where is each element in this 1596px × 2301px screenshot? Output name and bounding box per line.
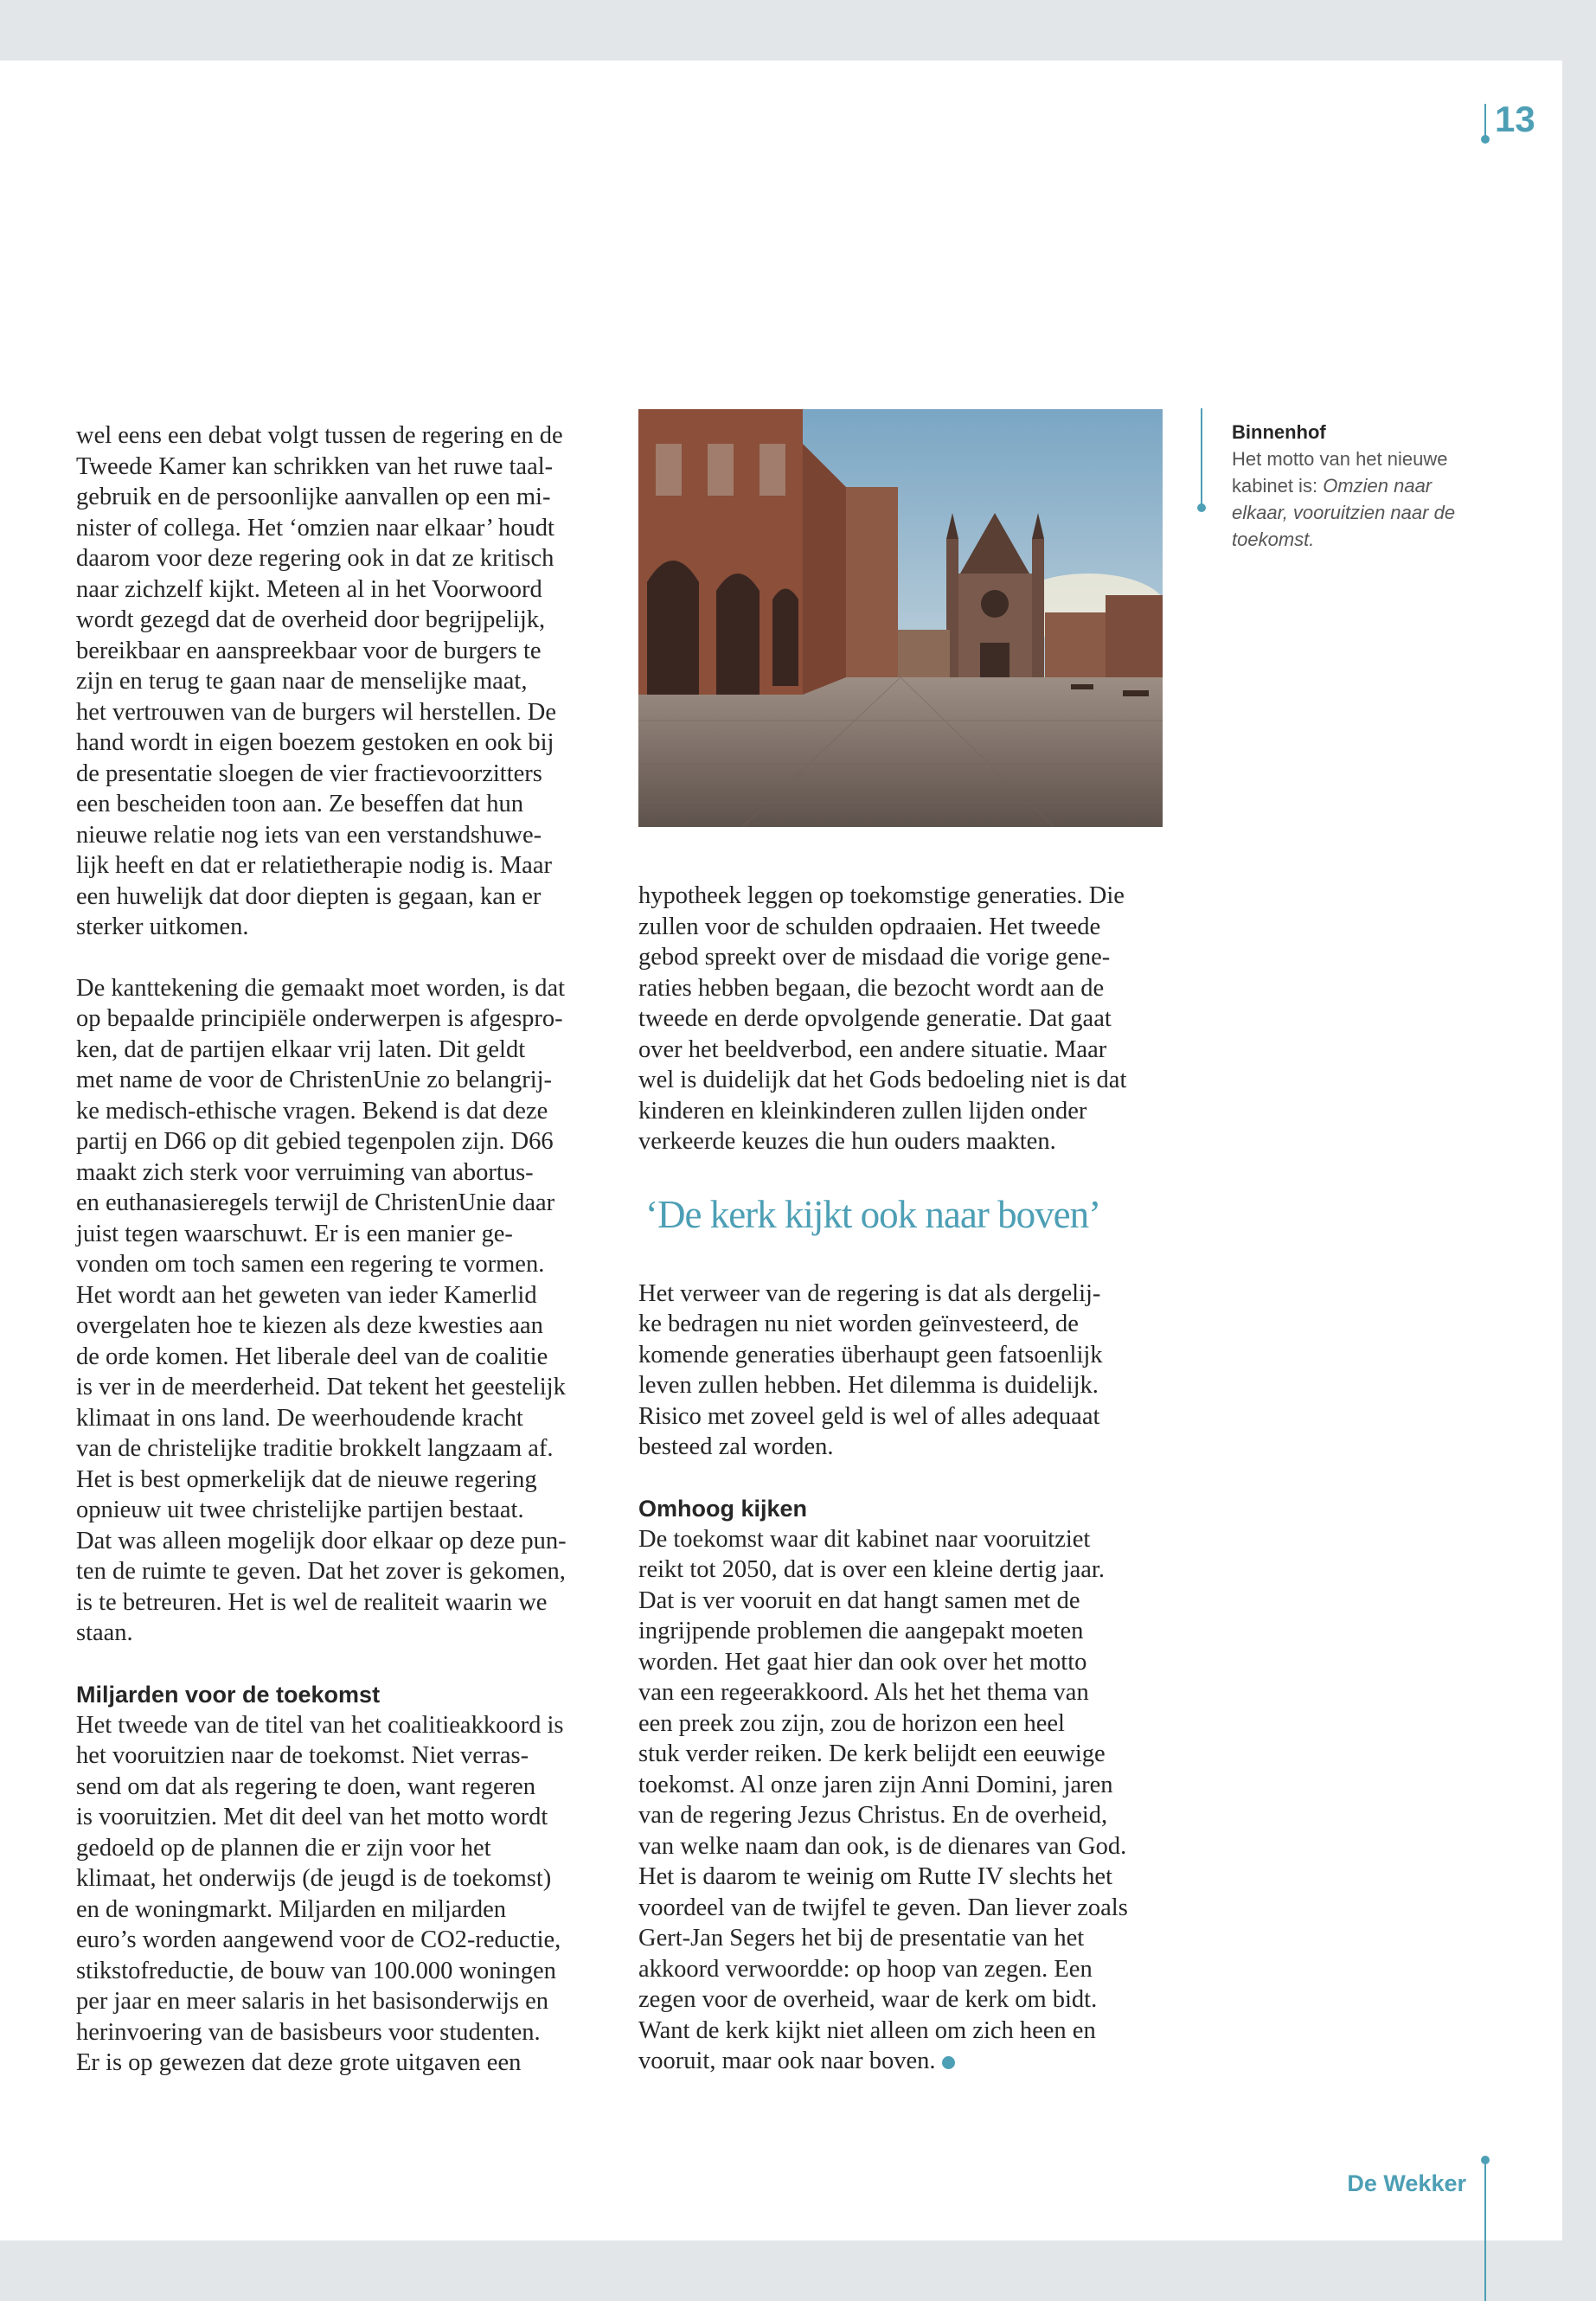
caption-rule [1201,408,1202,508]
caption-text [1232,445,1509,553]
paragraph: Het verweer van de regering is dat als dergelij- ke bedragen nu niet worden geïnvesteerd, de komende generaties überhaupt geen fatsoenlijk leven zullen hebben. Het dilemma is duidelijk. Risico met zoveel geld is wel of alles adequaat besteed zal worden. [638,1279,1103,1460]
binnenhof-photo [638,409,1163,827]
caption-title: Binnenhof [1232,421,1326,443]
paragraph: hypotheek leggen op toekomstige generaties. Die zullen voor de schulden opdraaien. Het tweede gebod spreekt over de misdaad die vorige gene- raties hebben begaan, die bezocht wordt aan de tweede en derde opvolgende generatie. Dat gaat over het beeldverbod, een andere situatie. Maar wel is duidelijk dat het Gods bedoeling niet is dat kinderen en kleinkinderen zullen lijden onder verkeerde keuzes die hun ouders maakten. [638,882,1127,1155]
caption-line: Het motto van het nieuwe [1232,448,1448,470]
section-heading: Miljarden voor de toekomst [76,1681,381,1708]
caption-line: elkaar, vooruitzien naar de [1232,502,1456,523]
paragraph: De toekomst waar dit kabinet naar vooruitziet reikt tot 2050, dat is over een kleine dertig jaar. Dat is ver vooruit en dat hangt samen met de ingrijpende problemen die aangepakt moeten worden. Het gaat hier dan ook over het motto van een regeerakkoord. Als het het thema van een preek zou zijn, zou de horizon een heel stuk verder reiken. De kerk belijdt een eeuwige toekomst. Al onze jaren zijn Anni Domini, jaren van de regering Jezus Christus. En de overheid, van welke naam dan ook, is de dienares van God. Het is daarom te weinig om Rutte IV slechts het voordeel van de twijfel te geven. Dan liever zoals Gert-Jan Segers het bij de presentatie van het akkoord verwoordde: op hoop van zegen. Een zegen voor de overheid, waar de kerk om bidt. Want de kerk kijkt niet alleen om zich heen en vooruit, maar ook naar boven. [638,1525,1128,2074]
photo-caption [1232,419,1509,553]
pull-quote: ‘De kerk kijkt ook naar boven’ [645,1192,1101,1236]
article-column-left [76,420,612,2079]
footer-rule [1484,2161,1486,2301]
end-mark-dot-icon [942,2056,955,2069]
caption-dot [1197,503,1206,512]
section-heading: Omhoog kijken [638,1495,808,1522]
caption-line: kabinet is: Omzien naar [1232,475,1433,497]
page-number-dot [1481,135,1490,144]
publication-name: De Wekker [1347,2170,1466,2196]
caption-line: toekomst. [1232,529,1315,550]
paragraph: De kanttekening die gemaakt moet worden, is dat op bepaalde principiële onderwerpen is afgespro- ken, dat de partijen elkaar vrij laten. Dit geldt met name de voor de ChristenUnie zo belangrij- ke medisch-ethische vragen. Bekend is dat deze partij en D66 op dit gebied tegenpolen zijn. D66 maakt zich sterk voor verruiming van abortus- en euthanasieregels terwijl de ChristenUnie daar juist tegen waarschuwt. Er is een manier ge- vonden om toch samen een regering te vormen. Het wordt aan het geweten van ieder Kamerlid overgelaten hoe te kiezen als deze kwesties aan de orde komen. Het liberale deel van de coalitie is ver in de meerderheid. Dat tekent het geestelijk klimaat in ons land. De weerhoudende kracht van de christelijke traditie brokkelt langzaam af. Het is best opmerkelijk dat de nieuwe regering opnieuw uit twee christelijke partijen bestaat. Dat was alleen mogelijk door elkaar op deze pun- ten de ruimte te geven. Dat het zover is gekomen, is te betreuren. Het is wel de realiteit waarin we staan. [76,974,567,1646]
article-column-right [638,881,1175,2077]
paragraph: Het tweede van de titel van het coalitieakkoord is het vooruitzien naar de toekomst. Niet verras- send om dat als regering te doen, want regeren is vooruitzien. Met dit deel van het motto wordt gedoeld op de plannen die er zijn voor het klimaat, het onderwijs (de jeugd is de toekomst) en de woningmarkt. Miljarden en miljarden euro’s worden aangewend voor de CO2-reductie, stikstofreductie, de bouw van 100.000 woningen per jaar en meer salaris in het basisonderwijs en herinvoering van de basisbeurs voor studenten. Er is op gewezen dat deze grote uitgaven een [76,1711,564,2076]
paragraph: wel eens een debat volgt tussen de regering en de Tweede Kamer kan schrikken van het ruwe taal- gebruik en de persoonlijke aanvallen op een mi- nister of collega. Het ‘omzien naar elkaar’ houdt daarom voor deze regering ook in dat ze kritisch naar zichzelf kijkt. Meteen al in het Voorwoord wordt gezegd dat de overheid door begrijpelijk, bereikbaar en aanspreekbaar voor de burgers te zijn en terug te gaan naar de menselijke maat, het vertrouwen van de burgers wil herstellen. De hand wordt in eigen boezem gestoken en ook bij de presentatie sloegen de vier fractievoorzitters een bescheiden toon aan. Ze beseffen dat hun nieuwe relatie nog iets van een verstandshuwe- lijk heeft en dat er relatietherapie nodig is. Maar een huwelijk dat door diepten is gegaan, kan er sterker uitkomen. [76,422,563,940]
page-number: 13 [1495,99,1535,139]
